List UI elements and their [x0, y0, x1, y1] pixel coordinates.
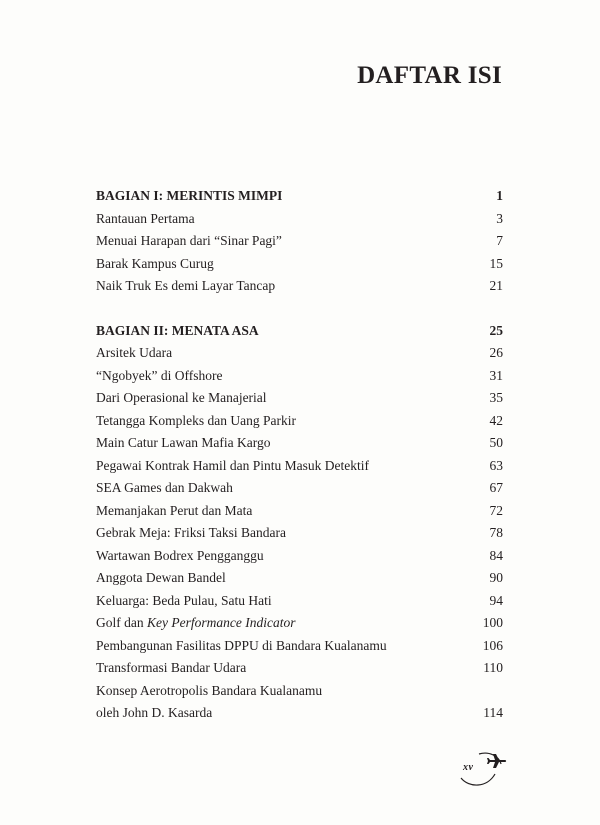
toc-page-number: 3: [496, 210, 503, 226]
toc-entry[interactable]: [96, 522, 503, 545]
toc-entry-title: Wartawan Bodrex Pengganggu: [96, 547, 264, 563]
toc-page-number: 63: [489, 457, 503, 473]
toc-page-number: 42: [489, 412, 503, 428]
toc-entry-title: Memanjakan Perut dan Mata: [96, 502, 253, 518]
toc-entry-title: Menuai Harapan dari “Sinar Pagi”: [96, 233, 282, 248]
page-folio: xv: [463, 762, 474, 773]
toc-page-number: 1: [496, 188, 503, 203]
toc-page-number: 114: [483, 705, 503, 720]
toc-entry[interactable]: [96, 230, 503, 253]
toc-page-number: 100: [482, 615, 503, 630]
toc-entry[interactable]: [96, 432, 503, 455]
toc-page-number: 7: [496, 233, 503, 248]
toc-entry[interactable]: [96, 545, 503, 568]
toc-entry-title: Transformasi Bandar Udara: [96, 660, 247, 675]
toc-entry[interactable]: [96, 387, 503, 410]
toc-page-number: 78: [489, 525, 503, 540]
toc-page-number: 106: [482, 637, 503, 653]
toc-entry[interactable]: [96, 702, 503, 725]
toc-part-title: BAGIAN II: MENATA ASA: [96, 322, 259, 338]
toc-page-number: 21: [489, 278, 503, 293]
toc-entry-title: Keluarga: Beda Pulau, Satu Hati: [96, 592, 272, 608]
toc-page-number: 26: [489, 345, 503, 360]
toc-entry-title-plain: Golf dan: [96, 615, 147, 630]
toc-page-number: 72: [489, 502, 503, 518]
toc-entry-title: Main Catur Lawan Mafia Kargo: [96, 435, 271, 450]
toc-page-number: 35: [489, 390, 503, 405]
toc-entry-title: Dari Operasional ke Manajerial: [96, 390, 267, 405]
toc-entry[interactable]: [96, 275, 503, 298]
toc-entry-title-continued: oleh John D. Kasarda: [96, 705, 213, 720]
toc-entry-title: Barak Kampus Curug: [96, 255, 214, 271]
toc-part-heading[interactable]: [96, 185, 503, 208]
toc-entry[interactable]: [96, 253, 503, 276]
page-footer: [455, 748, 507, 788]
table-of-contents: [96, 185, 503, 725]
section-spacer: [96, 298, 503, 320]
toc-entry-title[interactable]: Konsep Aerotropolis Bandara Kualanamu: [96, 682, 323, 698]
page-title: DAFTAR ISI: [357, 62, 502, 89]
toc-entry-title: Pegawai Kontrak Hamil dan Pintu Masuk Detektif: [96, 457, 369, 473]
toc-entry[interactable]: [96, 365, 503, 388]
toc-entry[interactable]: [96, 635, 503, 658]
toc-part-title: BAGIAN I: MERINTIS MIMPI: [96, 188, 283, 203]
toc-entry[interactable]: [96, 208, 503, 231]
toc-entry-title: Arsitek Udara: [96, 345, 173, 360]
toc-entry-title: Rantauan Pertama: [96, 210, 195, 226]
toc-page-number: 84: [489, 547, 503, 563]
toc-entry-title: “Ngobyek” di Offshore: [96, 367, 223, 383]
toc-page-number: 67: [489, 480, 503, 495]
toc-entry-title: Anggota Dewan Bandel: [96, 570, 226, 585]
toc-entry[interactable]: [96, 455, 503, 478]
toc-page-number: 90: [489, 570, 503, 585]
toc-entry-title: Gebrak Meja: Friksi Taksi Bandara: [96, 525, 287, 540]
toc-entry-title: SEA Games dan Dakwah: [96, 480, 233, 495]
toc-page-number: 110: [483, 660, 503, 675]
toc-page-number: 50: [489, 435, 503, 450]
toc-entry[interactable]: [96, 612, 503, 635]
toc-entry[interactable]: [96, 410, 503, 433]
toc-part-heading[interactable]: [96, 320, 503, 343]
toc-entry-title-italic: Key Performance Indicator: [147, 615, 296, 630]
toc-entry-title: Pembangunan Fasilitas DPPU di Bandara Kualanamu: [96, 637, 387, 653]
toc-entry[interactable]: [96, 500, 503, 523]
toc-entry[interactable]: [96, 477, 503, 500]
toc-entry[interactable]: [96, 657, 503, 680]
toc-entry[interactable]: [96, 567, 503, 590]
toc-page-number: 94: [489, 592, 503, 608]
toc-page-number: 31: [489, 367, 503, 383]
toc-entry-title: Tetangga Kompleks dan Uang Parkir: [96, 412, 297, 428]
toc-page-number: 15: [489, 255, 503, 271]
toc-entry-title: Naik Truk Es demi Layar Tancap: [96, 278, 276, 293]
toc-page-number: 25: [489, 322, 503, 338]
toc-entry[interactable]: [96, 342, 503, 365]
toc-entry-title: [96, 612, 295, 635]
toc-entry[interactable]: [96, 590, 503, 613]
